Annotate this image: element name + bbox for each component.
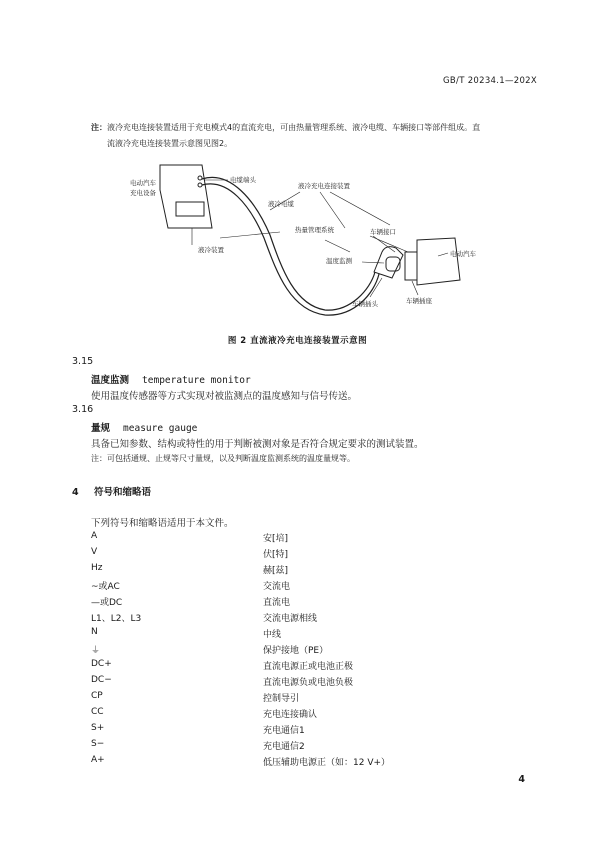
symbol: Hz [91, 563, 103, 573]
label-connection-set: 液冷充电连接装置 [298, 182, 350, 190]
cable-head-port-1 [198, 176, 202, 180]
symbol-row [91, 659, 511, 676]
definition-3-16: 具备已知参数、结构或特性的用于判断被测对象是否符合规定要求的测试装置。 [91, 439, 424, 450]
vehicle-inlet-shape [405, 252, 417, 280]
symbol-row [91, 563, 511, 580]
label-ev: 电动汽车 [450, 250, 476, 258]
label-temp-monitor: 温度监测 [326, 257, 352, 265]
document-id: GB/T 20234.1—202X [443, 76, 537, 86]
term-3-15-en: temperature monitor [142, 375, 251, 386]
clause-number-3-16: 3.16 [72, 404, 94, 415]
clause-number-3-15: 3.15 [72, 356, 94, 367]
symbol-meaning: 直流电源负或电池负极 [263, 678, 354, 688]
symbol-row [91, 643, 511, 660]
symbol-meaning: 交流电源相线 [263, 614, 318, 624]
symbol-meaning: 直流电 [263, 598, 291, 608]
symbol-meaning: 充电连接确认 [263, 710, 318, 720]
label-cooling-device: 液冷装置 [198, 246, 224, 254]
symbol-meaning: 赫[兹] [263, 566, 289, 576]
symbol-row [91, 675, 511, 692]
note-text-1: 液冷充电连接装置适用于充电模式4的直流充电，可由热量管理系统、液冷电缆、车辆接口等部件组成。直 [107, 123, 481, 132]
symbol-meaning: 控制导引 [263, 694, 300, 704]
symbol-row [91, 595, 511, 612]
figure-diagram [120, 160, 510, 320]
symbol-meaning: 伏[特] [263, 550, 289, 560]
charging-equipment-shape [160, 165, 212, 228]
symbol: DC+ [91, 659, 112, 669]
symbol-row [91, 531, 511, 548]
label-vehicle-interface: 车辆接口 [370, 228, 396, 236]
symbol-meaning: 低压辅助电源正（如：12 V+） [263, 758, 391, 768]
section-4-intro: 下列符号和缩略语适用于本文件。 [91, 518, 234, 529]
cable-head-port-2 [198, 183, 202, 187]
label-station-line2: 充电设备 [130, 189, 156, 197]
symbol-row [91, 755, 511, 772]
symbol: DC− [91, 675, 112, 685]
symbol-row [91, 611, 511, 628]
note-3-16: 注：可包括通规、止规等尺寸量规，以及判断温度监测系统的温度量规等。 [91, 454, 355, 463]
symbol: S− [91, 739, 105, 749]
vehicle-plug-shape [374, 247, 403, 278]
plug-head [386, 257, 400, 271]
term-3-16-cn: 量规 [91, 423, 111, 434]
symbol: ~或AC [91, 582, 120, 592]
symbol-row [91, 547, 511, 564]
equipment-screen [176, 202, 204, 216]
symbol-row [91, 627, 511, 644]
figure-caption: 图 2 直流液冷充电连接装置示意图 [227, 336, 368, 346]
electric-vehicle-shape [417, 238, 460, 285]
symbol: CP [91, 691, 103, 701]
note-line-2: 流液冷充电连接装置示意图见图2。 [107, 139, 233, 148]
section-4-title: 符号和缩略语 [93, 487, 151, 498]
symbol-meaning: 充电通信2 [263, 742, 305, 752]
section-4-heading [72, 484, 151, 498]
symbol-meaning: 交流电 [263, 582, 291, 592]
symbol: —或DC [91, 598, 123, 608]
symbol-row [91, 707, 511, 724]
symbol-row [91, 739, 511, 756]
symbol-meaning: 中线 [263, 630, 282, 640]
symbol-meaning: 安[培] [263, 534, 289, 544]
label-vehicle-plug: 车辆插头 [352, 300, 378, 308]
symbol: CC [91, 707, 104, 717]
symbol-row [91, 691, 511, 708]
symbol: A [91, 531, 98, 541]
symbol-row [91, 579, 511, 596]
label-thermal-mgmt: 热量管理系统 [295, 226, 334, 234]
section-4-number: 4 [72, 487, 79, 498]
symbol-meaning: 直流电源正或电池正极 [263, 662, 354, 672]
label-station-line1: 电动汽车 [130, 179, 156, 187]
symbol-row [91, 723, 511, 740]
term-3-15-cn: 温度监测 [91, 375, 130, 386]
label-vehicle-inlet: 车辆插座 [406, 297, 432, 305]
symbol: A+ [91, 755, 105, 765]
definition-3-15: 使用温度传感器等方式实现对被监测点的温度感知与信号传送。 [91, 391, 358, 402]
ground-icon: ⏚ [91, 646, 101, 656]
term-3-16 [91, 420, 197, 434]
label-liquid-cable: 液冷电缆 [268, 200, 294, 208]
symbol-meaning: 保护接地（PE） [263, 646, 329, 656]
symbol: L1、L2、L3 [91, 614, 142, 624]
note-prefix: 注： [91, 123, 107, 132]
symbol: V [91, 547, 98, 557]
symbol: N [91, 627, 98, 637]
term-3-15 [91, 372, 251, 386]
symbol: S+ [91, 723, 105, 733]
symbol-meaning: 充电通信1 [263, 726, 305, 736]
page-number: 4 [518, 774, 525, 785]
term-3-16-en: measure gauge [123, 423, 198, 434]
note-line-1 [91, 120, 480, 135]
label-cable-head: 电缆端头 [230, 176, 256, 184]
